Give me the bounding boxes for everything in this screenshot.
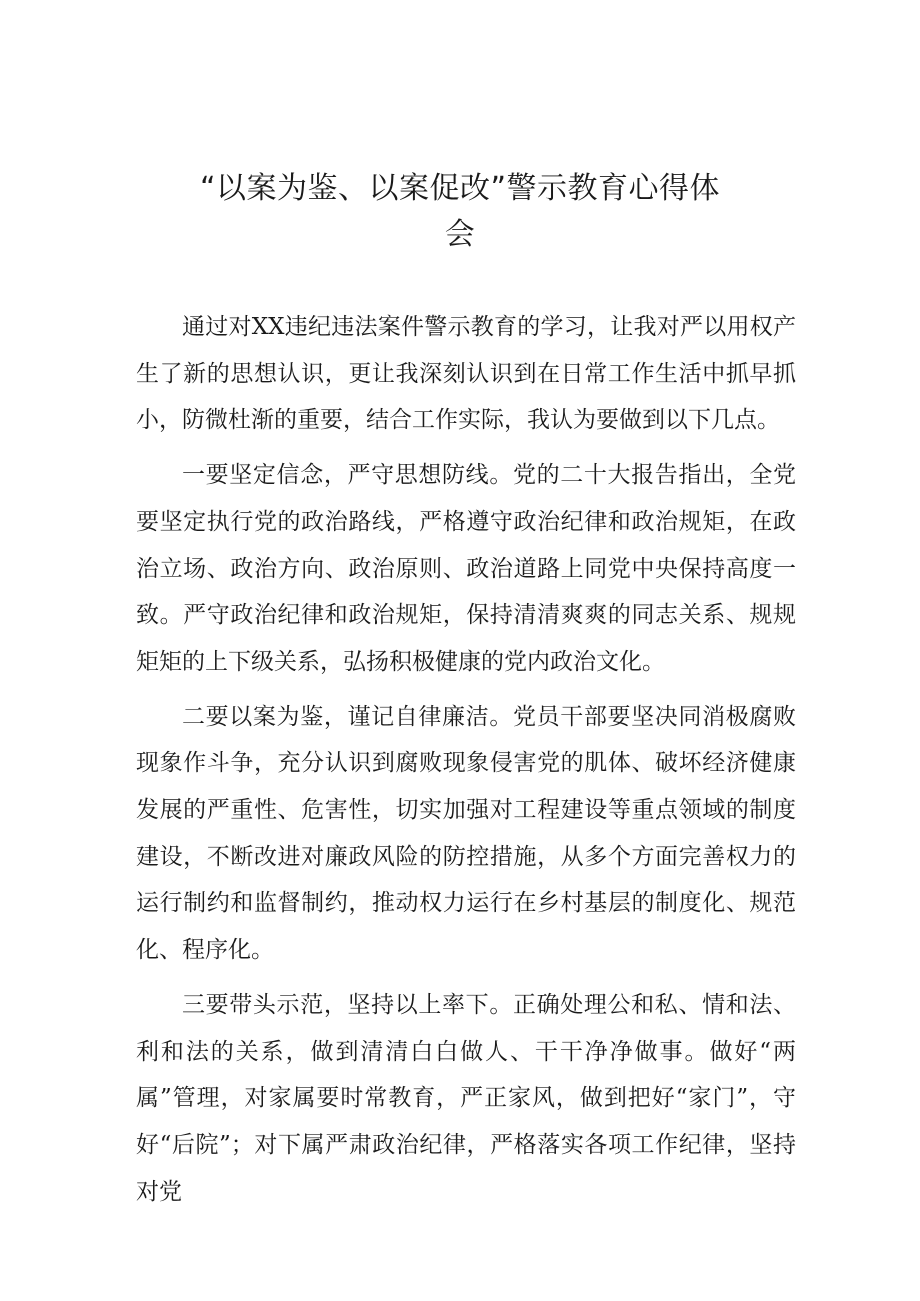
paragraph-intro: 通过对XX违纪违法案件警示教育的学习，让我对严以用权产生了新的思想认识，更让我深刻认识到在日常工作生活中抓早抓小，防微杜渐的重要，结合工作实际，我认为要做到以下几点。 (136, 314, 796, 434)
paragraph-third-point: 三要带头示范，坚持以上率下。正确处理公和私、情和法、利和法的关系，做到清清白白做人、干干净净做事。做好“两属”管理，对家属要时常教育，严正家风，做到把好“家门”，守好“后院”；对下属严肃政治纪律，严格落实各项工作纪律，坚持对党 (136, 991, 796, 1205)
title-line-2: 会 (444, 217, 476, 252)
title-line-1: “以案为鉴、以案促改”警示教育心得体 (199, 171, 721, 206)
paragraph-first-point: 一要坚定信念，严守思想防线。党的二十大报告指出，全党要坚定执行党的政治路线，严格遵守政治纪律和政治规矩，在政治立场、政治方向、政治原则、政治道路上同党中央保持高度一致。严守政治纪律和政治规矩，保持清清爽爽的同志关系、规规矩矩的上下级关系，弘扬积极健康的党内政治文化。 (136, 462, 796, 675)
paragraph-second-point: 二要以案为鉴，谨记自律廉洁。党员干部要坚决同消极腐败现象作斗争，充分认识到腐败现象侵害党的肌体、破坏经济健康发展的严重性、危害性，切实加强对工程建设等重点领域的制度建设，不断改进对廉政风险的防控措施，从多个方面完善权力的运行制约和监督制约，推动权力运行在乡村基层的制度化、规范化、程序化。 (136, 703, 796, 964)
document-title (110, 166, 810, 258)
document-body (136, 304, 796, 1215)
